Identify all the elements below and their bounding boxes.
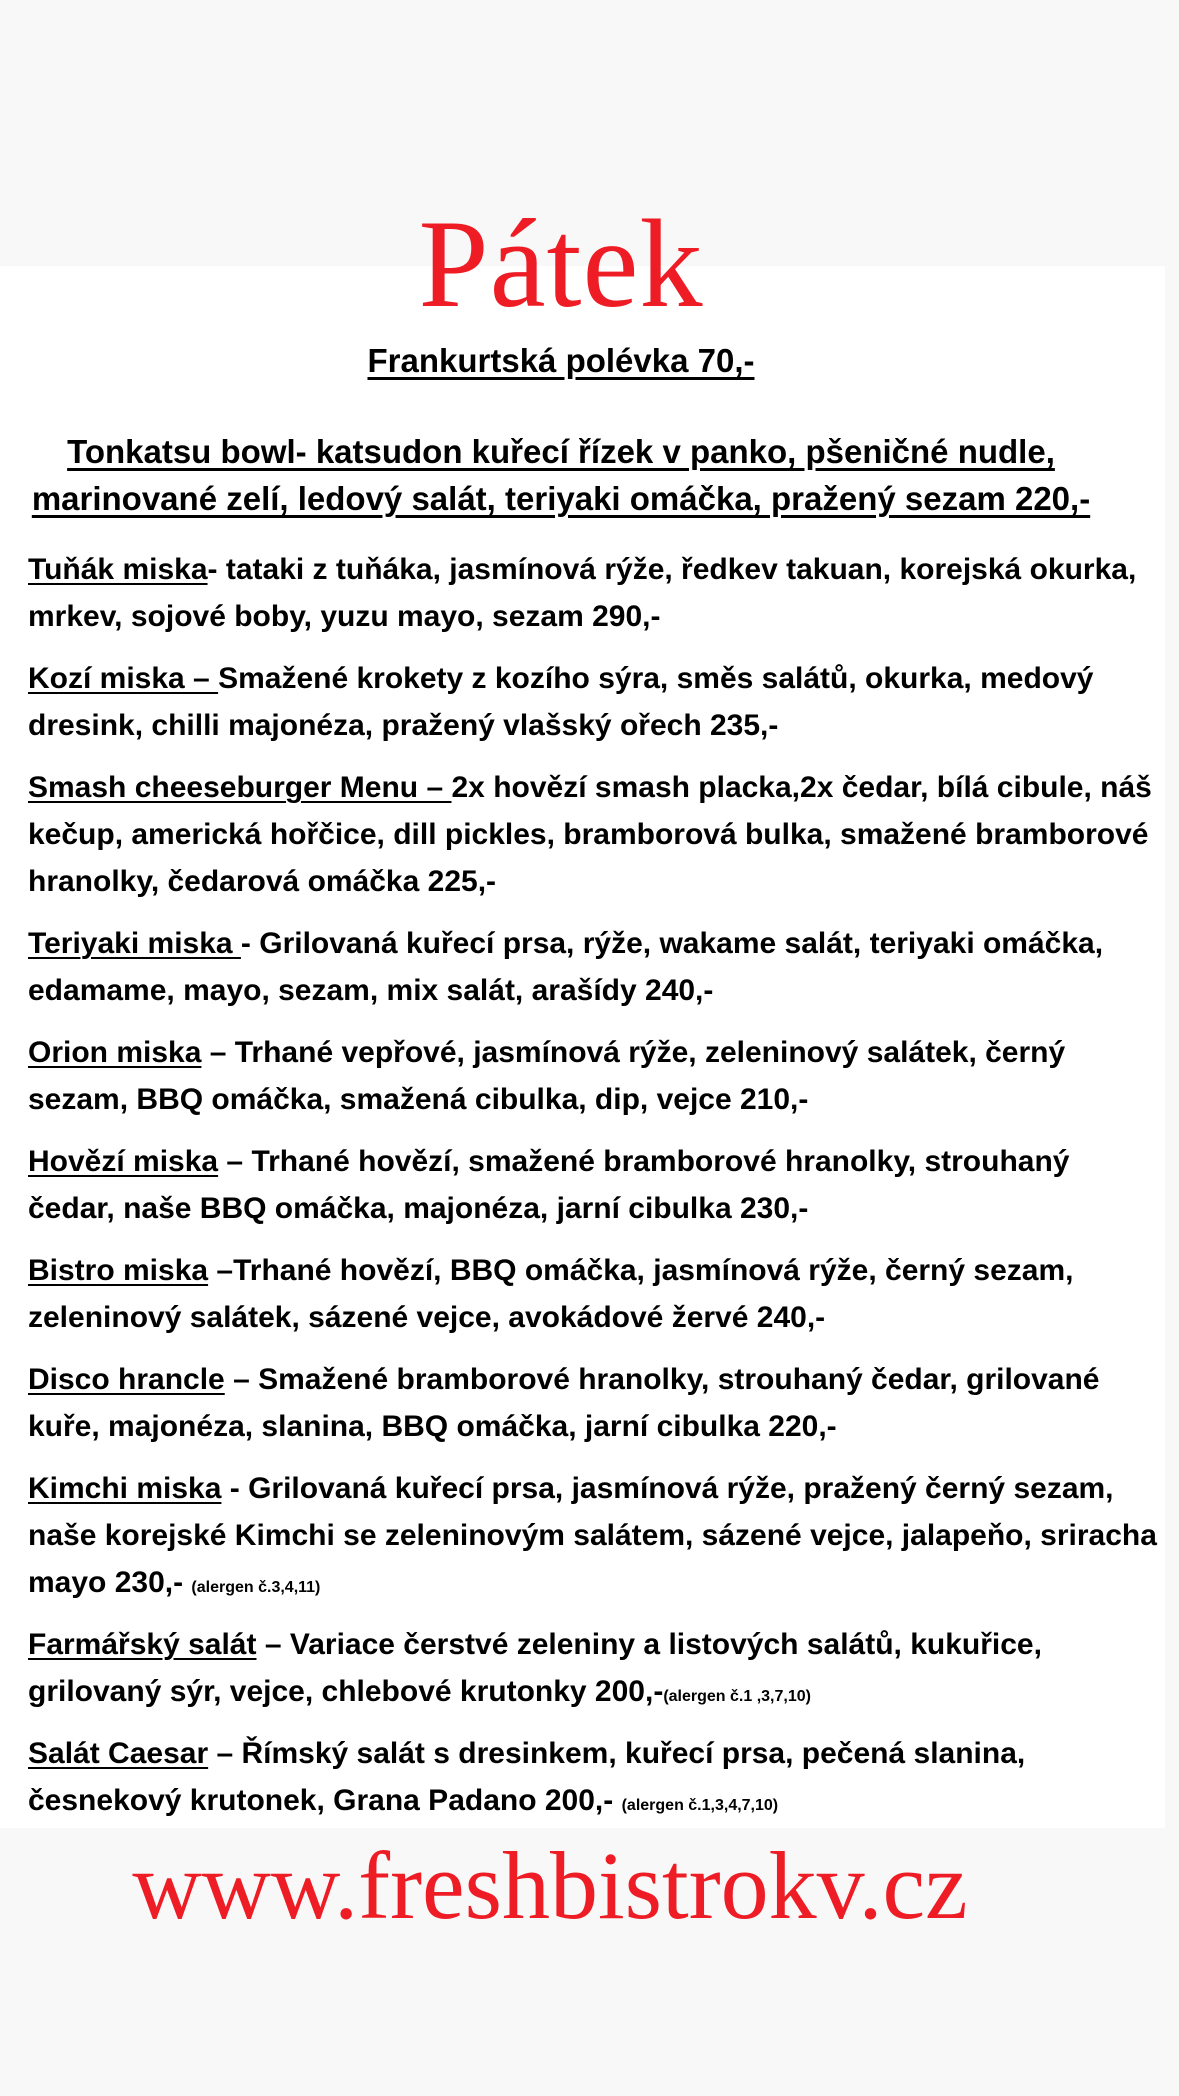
menu-item-name: Orion miska [28, 1036, 202, 1069]
menu-item-description: –Trhané hovězí, BBQ omáčka, jasmínová rýže, černý sezam, zeleninový salátek, sázené vejce, avokádové žervé 240,- [28, 1254, 1074, 1334]
menu-item [28, 1621, 1158, 1715]
menu-item-description: – Variace čerstvé zeleniny a listových salátů, kukuřice, grilovaný sýr, vejce, chlebové krutonky 200,- [28, 1628, 1042, 1708]
soup-of-the-day: Frankurtská polévka 70,- [367, 342, 755, 379]
day-title: Pátek [418, 195, 704, 334]
menu-item-description: – Římský salát s dresinkem, kuřecí prsa, pečená slanina, česnekový krutonek, Grana Padano 200,- [28, 1737, 1026, 1817]
daily-special [0, 428, 1122, 522]
menu-item-name: Teriyaki miska [28, 927, 241, 960]
menu-item-name: Farmářský salát [28, 1628, 257, 1661]
menu-item-name: Kozí miska – [28, 662, 219, 695]
menu-item-name: Salát Caesar [28, 1737, 209, 1770]
menu-item [28, 764, 1158, 905]
menu-item-description: - tataki z tuňáka, jasmínová rýže, ředkev takuan, korejská okurka, mrkev, sojové boby, yuzu mayo, sezam 290,- [28, 553, 1137, 633]
menu-item-description: - Grilovaná kuřecí prsa, rýže, wakame salát, teriyaki omáčka, edamame, mayo, sezam, mix salát, arašídy 240,- [28, 927, 1104, 1007]
menu-item-description: - Grilovaná kuřecí prsa, jasmínová rýže, pražený černý sezam, naše korejské Kimchi se zeleninovým salátem, sázené vejce, jalapeňo, sriracha mayo 230,- [28, 1472, 1157, 1599]
menu-item [28, 1465, 1158, 1606]
menu-item-name: Disco hrancle [28, 1363, 225, 1396]
menu-items [28, 546, 1158, 1839]
website-url: www.freshbistrokv.cz [132, 1832, 968, 1939]
menu-item-allergen: (alergen č.3,4,11) [191, 1579, 321, 1596]
menu-item-description: – Trhané hovězí, smažené bramborové hranolky, strouhaný čedar, naše BBQ omáčka, majonéza, jarní cibulka 230,- [28, 1145, 1070, 1225]
menu-item [28, 1730, 1158, 1824]
menu-item-allergen: (alergen č.1 ,3,7,10) [663, 1688, 811, 1705]
daily-special-line-1: Tonkatsu bowl- katsudon kuřecí řízek v panko, pšeničné nudle, [67, 433, 1055, 470]
daily-special-line-2: marinované zelí, ledový salát, teriyaki omáčka, pražený sezam 220,- [31, 480, 1091, 517]
menu-item-description: Smažené krokety z kozího sýra, směs salátů, okurka, medový dresink, chilli majonéza, pražený vlašský ořech 235,- [28, 662, 1094, 742]
menu-item [28, 1138, 1158, 1232]
menu-item-description: – Smažené bramborové hranolky, strouhaný čedar, grilované kuře, majonéza, slanina, BBQ omáčka, jarní cibulka 220,- [28, 1363, 1100, 1443]
menu-item [28, 1029, 1158, 1123]
menu-item-name: Tuňák miska [28, 553, 208, 586]
menu-item [28, 655, 1158, 749]
menu-item-description: – Trhané vepřové, jasmínová rýže, zeleninový salátek, černý sezam, BBQ omáčka, smažená cibulka, dip, vejce 210,- [28, 1036, 1066, 1116]
menu-item [28, 1247, 1158, 1341]
menu-item-description: 2x hovězí smash placka,2x čedar, bílá cibule, náš kečup, americká hořčice, dill pickles, bramborová bulka, smažené bramborové hranolky, čedarová omáčka 225,- [28, 771, 1152, 898]
menu-item [28, 546, 1158, 640]
menu-item [28, 1356, 1158, 1450]
menu-item [28, 920, 1158, 1014]
menu-item-name: Hovězí miska [28, 1145, 219, 1178]
menu-item-allergen: (alergen č.1,3,4,7,10) [621, 1797, 779, 1814]
menu-item-name: Bistro miska [28, 1254, 209, 1287]
menu-item-name: Kimchi miska [28, 1472, 222, 1505]
menu-item-name: Smash cheeseburger Menu – [28, 771, 452, 804]
